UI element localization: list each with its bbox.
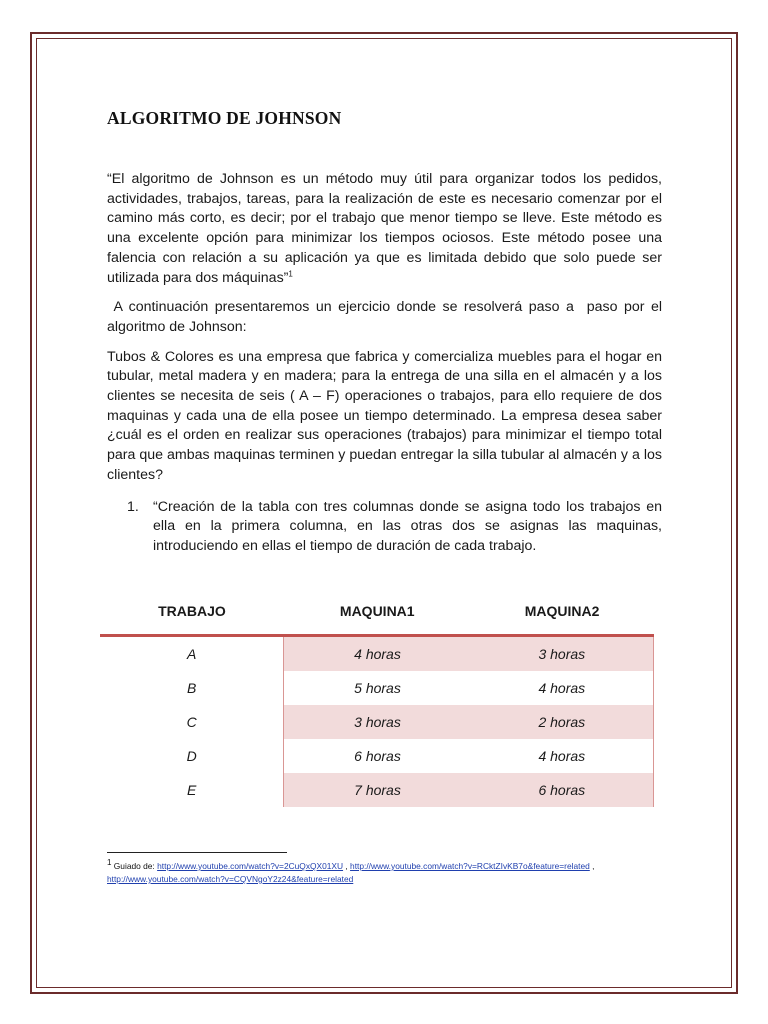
cell-maquina2: 4 horas	[471, 739, 654, 773]
cell-maquina1: 6 horas	[284, 739, 471, 773]
problem-paragraph: Tubos & Colores es una empresa que fabrica y comercializa muebles para el hogar en tubular, metal madera y en madera; para la entrega de una silla en el almacén y a los clientes se necesita de seis ( A – F) operaciones o trabajos, para ello requiere de dos maquinas y cada una de ella posee un tiempo determinado. La empresa desea saber ¿cuál es el orden en realizar sus operaciones (trabajos) para minimizar el tiempo total para que ambas maquinas terminen y puedan entregar la silla tubular al almacén y a los clientes?	[107, 348, 662, 483]
table-row	[100, 705, 654, 739]
table-row	[100, 773, 654, 807]
step-number: 1.	[127, 498, 139, 515]
cell-trabajo: C	[186, 714, 197, 730]
footnote-mark: 1	[107, 858, 112, 868]
footnote-separator	[107, 852, 287, 853]
footnote-label: Guiado de:	[111, 861, 158, 871]
cell-trabajo: D	[186, 748, 197, 764]
cell-trabajo: A	[186, 646, 197, 662]
table-row	[100, 636, 654, 672]
cell-maquina2: 3 horas	[471, 636, 654, 672]
steps-list	[107, 498, 662, 557]
footnote-link-1[interactable]: http://www.youtube.com/watch?v=2CuQxQX01XU	[157, 861, 344, 871]
cell-maquina2: 4 horas	[471, 671, 654, 705]
footnote-separator-2: ,	[589, 861, 595, 871]
footnote-separator-1: ,	[343, 861, 351, 871]
johnson-table	[100, 596, 654, 807]
table-header-row	[100, 596, 654, 636]
step-item	[107, 498, 662, 557]
cell-maquina1: 5 horas	[284, 671, 471, 705]
header-maquina2: MAQUINA2	[471, 596, 654, 636]
table-row	[100, 739, 654, 773]
intro-paragraph: A continuación presentaremos un ejercicio donde se resolverá paso a paso por el algoritmo de Johnson:	[107, 299, 666, 335]
cell-maquina2: 2 horas	[471, 705, 654, 739]
footnote-link-3[interactable]: http://www.youtube.com/watch?v=CQVNgoY2z24&feature=related	[107, 874, 354, 884]
document-body	[107, 108, 666, 557]
cell-maquina1: 4 horas	[284, 636, 471, 672]
document-title: ALGORITMO DE JOHNSON	[107, 108, 342, 128]
cell-trabajo: E	[186, 782, 197, 798]
step-text: “Creación de la tabla con tres columnas donde se asigna todo los trabajos en ella en la primera columna, en las otras dos se asignas las maquinas, introduciendo en ellas el tiempo de duración de cada trabajo.	[153, 498, 662, 554]
cell-maquina2: 6 horas	[471, 773, 654, 807]
footnote	[107, 860, 667, 886]
cell-trabajo: B	[186, 680, 197, 696]
table-row	[100, 671, 654, 705]
quote-text: “El algoritmo de Johnson es un método muy útil para organizar todos los pedidos, actividades, trabajos, tareas, para la realización de este es necesario comenzar por el camino más corto, es decir; por el trabajo que menor tiempo se lleve. Este método es una excelente opción para minimizar los tiempos ociosos. Este método posee una falencia con relación a su aplicación ya que es limitada debido que solo puede ser utilizada para dos máquinas”	[107, 171, 662, 286]
quote-paragraph	[107, 170, 662, 288]
footnote-reference[interactable]: 1	[288, 268, 293, 278]
cell-maquina1: 3 horas	[284, 705, 471, 739]
header-trabajo: TRABAJO	[100, 596, 284, 636]
cell-maquina1: 7 horas	[284, 773, 471, 807]
footnote-link-2[interactable]: http://www.youtube.com/watch?v=RCktZIvKB7o&feature=related	[350, 861, 590, 871]
header-maquina1: MAQUINA1	[284, 596, 471, 636]
